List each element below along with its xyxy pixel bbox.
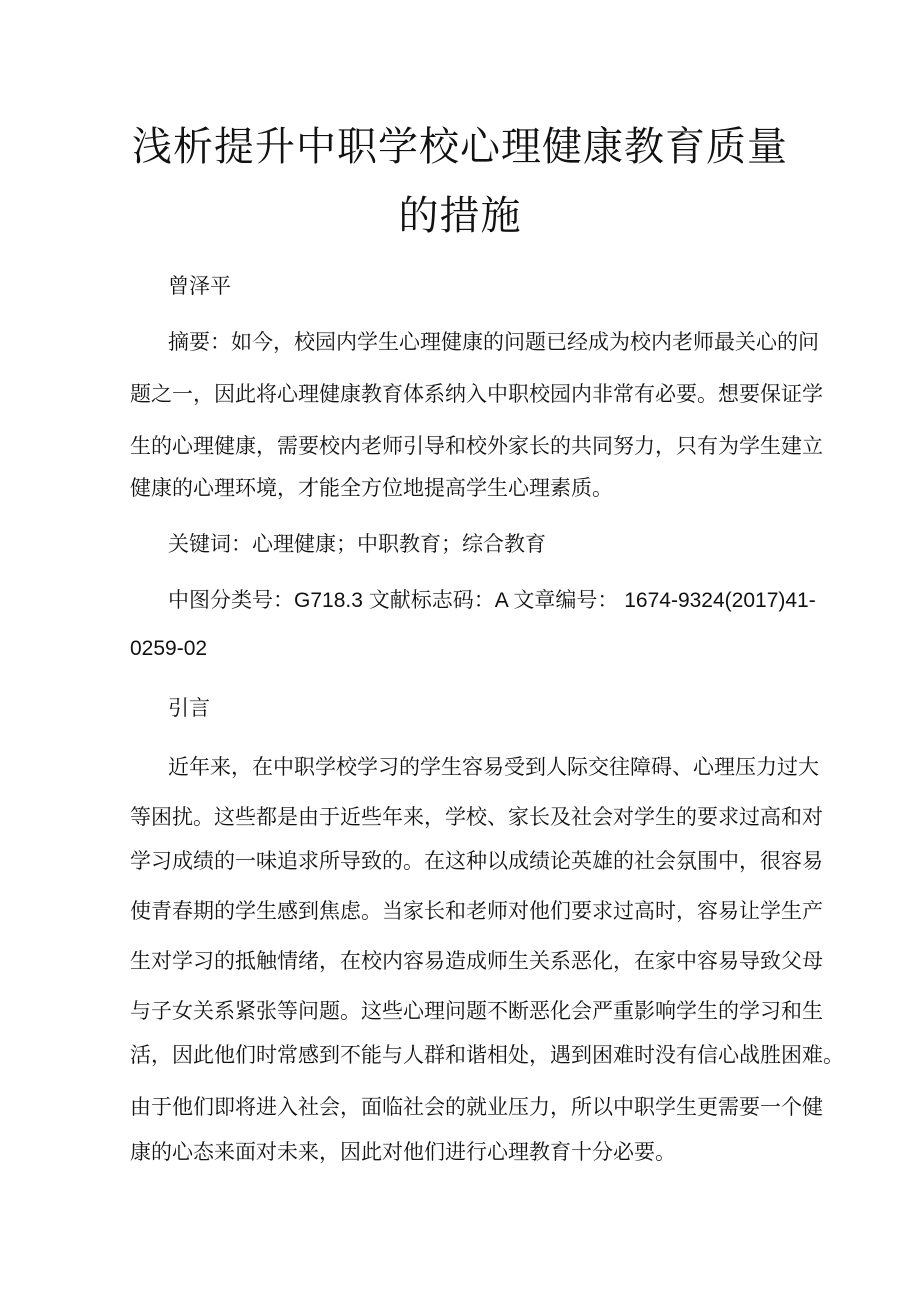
title-line-1: 浅析提升中职学校心理健康教育质量 bbox=[132, 124, 788, 170]
abstract-line-2: 题之一，因此将心理健康教育体系纳入中职校园内非常有必要。想要保证学 bbox=[130, 382, 823, 406]
intro-line-9: 康的心态来面对未来，因此对他们进行心理教育十分必要。 bbox=[130, 1140, 676, 1164]
intro-heading: 引言 bbox=[168, 696, 210, 720]
abstract-line-4: 健康的心理环境，才能全方位地提高学生心理素质。 bbox=[130, 476, 613, 500]
intro-line-3: 学习成绩的一味追求所导致的。在这种以成绩论英雄的社会氛围中，很容易 bbox=[130, 849, 823, 873]
intro-line-5: 生对学习的抵触情绪，在校内容易造成师生关系恶化，在家中容易导致父母 bbox=[130, 949, 823, 973]
abstract-line-3: 生的心理健康，需要校内老师引导和校外家长的共同努力，只有为学生建立 bbox=[130, 434, 823, 458]
intro-line-6: 与子女关系紧张等问题。这些心理问题不断恶化会严重影响学生的学习和生 bbox=[130, 999, 823, 1023]
keywords-line: 关键词：心理健康；中职教育；综合教育 bbox=[168, 532, 546, 556]
classification-line-1: 中图分类号：G718.3 文献标志码：A 文章编号： 1674-9324(2017)41- bbox=[168, 589, 816, 612]
intro-line-7: 活，因此他们时常感到不能与人群和谐相处，遇到困难时没有信心战胜困难。 bbox=[130, 1043, 844, 1067]
abstract-line-1: 摘要：如今，校园内学生心理健康的问题已经成为校内老师最关心的问 bbox=[168, 330, 819, 354]
author-name: 曾泽平 bbox=[168, 274, 231, 298]
title-line-2: 的措施 bbox=[398, 193, 522, 239]
intro-line-8: 由于他们即将进入社会，面临社会的就业压力，所以中职学生更需要一个健 bbox=[130, 1095, 823, 1119]
intro-line-1: 近年来，在中职学校学习的学生容易受到人际交往障碍、心理压力过大 bbox=[168, 755, 819, 779]
intro-line-4: 使青春期的学生感到焦虑。当家长和老师对他们要求过高时，容易让学生产 bbox=[130, 899, 823, 923]
intro-line-2: 等困扰。这些都是由于近些年来，学校、家长及社会对学生的要求过高和对 bbox=[130, 805, 823, 829]
classification-line-2: 0259-02 bbox=[130, 637, 208, 660]
